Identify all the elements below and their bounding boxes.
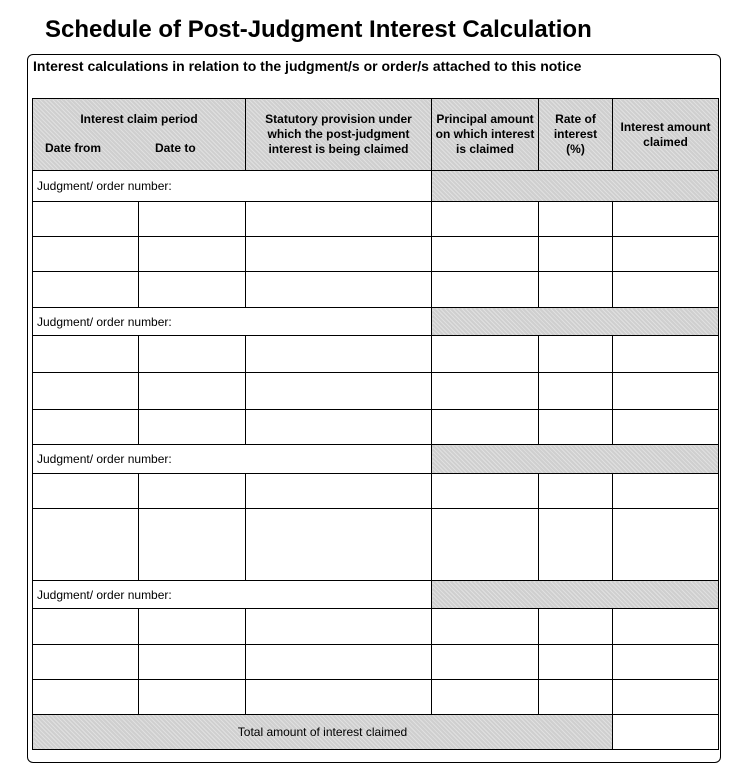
table-row xyxy=(33,410,719,445)
principal-cell[interactable] xyxy=(432,410,539,445)
header-rate-of-interest: Rate of interest (%) xyxy=(539,99,613,171)
table-row xyxy=(33,272,719,308)
date-to-cell[interactable] xyxy=(139,373,246,410)
statutory-cell[interactable] xyxy=(246,680,432,715)
table-row xyxy=(33,237,719,272)
date-from-cell[interactable] xyxy=(33,645,139,680)
amount-cell[interactable] xyxy=(613,410,719,445)
header-row xyxy=(33,99,719,171)
amount-cell[interactable] xyxy=(613,474,719,509)
date-from-cell[interactable] xyxy=(33,373,139,410)
rate-cell[interactable] xyxy=(539,202,613,237)
date-from-cell[interactable] xyxy=(33,609,139,645)
table-row xyxy=(33,474,719,509)
date-from-cell[interactable] xyxy=(33,336,139,373)
header-principal-amount: Principal amount on which interest is claimed xyxy=(432,99,539,171)
header-statutory-provision: Statutory provision under which the post-judgment interest is being claimed xyxy=(246,99,432,171)
date-to-cell[interactable] xyxy=(139,272,246,308)
amount-cell[interactable] xyxy=(613,272,719,308)
rate-cell[interactable] xyxy=(539,645,613,680)
table-row xyxy=(33,680,719,715)
date-from-cell[interactable] xyxy=(33,680,139,715)
table-row xyxy=(33,373,719,410)
date-to-cell[interactable] xyxy=(139,336,246,373)
header-date-from: Date from xyxy=(45,140,102,155)
intro-text: Interest calculations in relation to the judgment/s or order/s attached to this notice xyxy=(33,58,582,74)
date-to-cell[interactable] xyxy=(139,237,246,272)
rate-cell[interactable] xyxy=(539,474,613,509)
header-period-label: Interest claim period xyxy=(80,111,198,126)
principal-cell[interactable] xyxy=(432,272,539,308)
statutory-cell[interactable] xyxy=(246,202,432,237)
statutory-cell[interactable] xyxy=(246,237,432,272)
amount-cell[interactable] xyxy=(613,237,719,272)
principal-cell[interactable] xyxy=(432,373,539,410)
table-row xyxy=(33,609,719,645)
table-row xyxy=(33,645,719,680)
total-interest-amount-cell[interactable] xyxy=(613,715,719,750)
rate-cell[interactable] xyxy=(539,410,613,445)
rate-cell[interactable] xyxy=(539,680,613,715)
statutory-cell[interactable] xyxy=(246,272,432,308)
amount-cell[interactable] xyxy=(613,336,719,373)
date-from-cell[interactable] xyxy=(33,202,139,237)
principal-cell[interactable] xyxy=(432,509,539,581)
date-from-cell[interactable] xyxy=(33,272,139,308)
statutory-cell[interactable] xyxy=(246,474,432,509)
header-interest-amount: Interest amount claimed xyxy=(613,99,719,171)
rate-cell[interactable] xyxy=(539,237,613,272)
rate-cell[interactable] xyxy=(539,609,613,645)
date-to-cell[interactable] xyxy=(139,509,246,581)
amount-cell[interactable] xyxy=(613,373,719,410)
amount-cell[interactable] xyxy=(613,645,719,680)
statutory-cell[interactable] xyxy=(246,336,432,373)
header-date-to: Date to xyxy=(155,140,196,155)
date-to-cell[interactable] xyxy=(139,410,246,445)
table-row xyxy=(33,336,719,373)
judgment-number-field[interactable]: Judgment/ order number: xyxy=(33,171,432,202)
date-to-cell[interactable] xyxy=(139,609,246,645)
date-to-cell[interactable] xyxy=(139,680,246,715)
rate-cell[interactable] xyxy=(539,336,613,373)
judgment-row xyxy=(33,308,719,336)
statutory-cell[interactable] xyxy=(246,410,432,445)
shaded-cell xyxy=(432,308,719,336)
amount-cell[interactable] xyxy=(613,680,719,715)
statutory-cell[interactable] xyxy=(246,645,432,680)
table-row xyxy=(33,509,719,581)
shaded-cell xyxy=(432,445,719,474)
judgment-number-field[interactable]: Judgment/ order number: xyxy=(33,308,432,336)
date-to-cell[interactable] xyxy=(139,474,246,509)
rate-cell[interactable] xyxy=(539,373,613,410)
date-from-cell[interactable] xyxy=(33,237,139,272)
header-interest-period xyxy=(33,99,246,171)
principal-cell[interactable] xyxy=(432,609,539,645)
amount-cell[interactable] xyxy=(613,202,719,237)
judgment-number-field[interactable]: Judgment/ order number: xyxy=(33,445,432,474)
interest-schedule-table xyxy=(32,98,719,750)
date-to-cell[interactable] xyxy=(139,645,246,680)
shaded-cell xyxy=(432,171,719,202)
date-from-cell[interactable] xyxy=(33,410,139,445)
date-from-cell[interactable] xyxy=(33,474,139,509)
shaded-cell xyxy=(432,581,719,609)
principal-cell[interactable] xyxy=(432,680,539,715)
statutory-cell[interactable] xyxy=(246,609,432,645)
total-interest-label: Total amount of interest claimed xyxy=(33,715,613,750)
statutory-cell[interactable] xyxy=(246,373,432,410)
principal-cell[interactable] xyxy=(432,474,539,509)
principal-cell[interactable] xyxy=(432,237,539,272)
judgment-row xyxy=(33,445,719,474)
rate-cell[interactable] xyxy=(539,272,613,308)
rate-cell[interactable] xyxy=(539,509,613,581)
amount-cell[interactable] xyxy=(613,509,719,581)
date-to-cell[interactable] xyxy=(139,202,246,237)
total-row xyxy=(33,715,719,750)
principal-cell[interactable] xyxy=(432,645,539,680)
statutory-cell[interactable] xyxy=(246,509,432,581)
judgment-number-field[interactable]: Judgment/ order number: xyxy=(33,581,432,609)
amount-cell[interactable] xyxy=(613,609,719,645)
principal-cell[interactable] xyxy=(432,202,539,237)
page-title: Schedule of Post-Judgment Interest Calculation xyxy=(45,16,592,43)
principal-cell[interactable] xyxy=(432,336,539,373)
table-row xyxy=(33,202,719,237)
date-from-cell[interactable] xyxy=(33,509,139,581)
judgment-row xyxy=(33,581,719,609)
judgment-row xyxy=(33,171,719,202)
